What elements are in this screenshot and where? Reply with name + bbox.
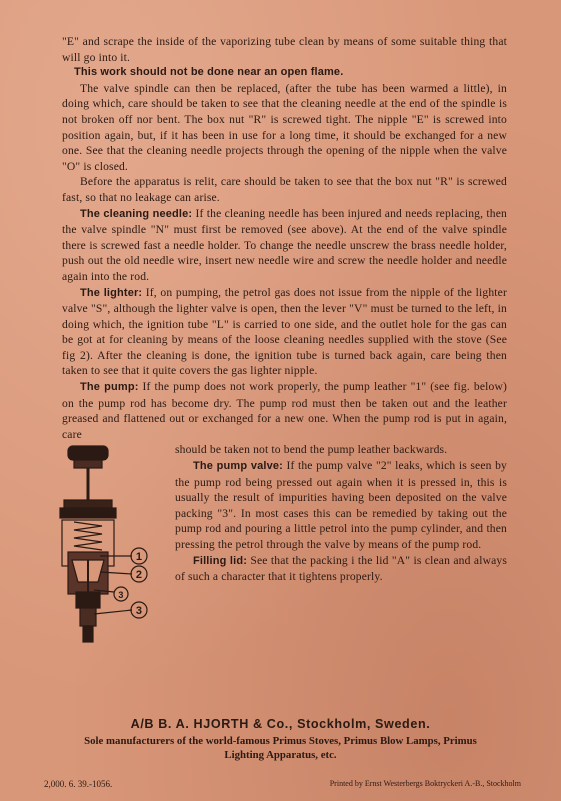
- section-filling-lid: [175, 553, 507, 585]
- pump-text: If the pump does not work properly, the pump leather "1" (see fig. below) on the pump rod has become dry. The pump rod must then be taken out and the leather greased and flattened out or exchanged for a new one. When the pump rod is put in again, care: [62, 380, 507, 441]
- lighter-heading: The lighter:: [80, 286, 143, 299]
- pump-diagram: [44, 442, 162, 650]
- pump-valve-heading: The pump valve:: [193, 460, 283, 473]
- body-text: [62, 34, 507, 650]
- paragraph-scrape-tube: "E" and scrape the inside of the vaporizing tube clean by means of some suitable thing that will go into it.: [62, 35, 507, 64]
- open-flame-warning: This work should not be done near an open flame.: [74, 66, 344, 79]
- figure-label-3-small: 3: [118, 590, 124, 601]
- manufacturer-line: [0, 735, 561, 762]
- filling-lid-text: See that the packing i the lid "A" is clean and always of such a character that it tightens properly.: [175, 553, 507, 584]
- manufacturer-line-2: Lighting Apparatus, etc.: [224, 748, 337, 761]
- filling-lid-heading: Filling lid:: [193, 554, 248, 567]
- footer: [0, 717, 561, 762]
- pump-section: [62, 442, 507, 650]
- section-pump-valve: [175, 458, 507, 553]
- manufacturer-line-1: Sole manufacturers of the world-famous Primus Stoves, Primus Blow Lamps, Primus: [84, 735, 477, 747]
- figure-label-3: 3: [135, 605, 143, 618]
- print-info: [44, 779, 521, 789]
- figure-label-1: 1: [135, 551, 143, 564]
- cleaning-needle-text: If the cleaning needle has been injured and needs replacing, then the valve spindle "N" must first be removed (see above). At the end of the valve spindle there is screwed fast a needle holder. To change the needle unscrew the brass needle holder, push out the old needle wire, insert new needle wire and screw the needle holder and needle again into the rod.: [62, 206, 507, 283]
- pump-text-column: [175, 442, 507, 584]
- print-code: 2,000. 6. 39.-1056.: [44, 779, 113, 789]
- section-cleaning-needle: [62, 206, 507, 285]
- cleaning-needle-heading: The cleaning needle:: [80, 207, 193, 220]
- section-lighter: [62, 285, 507, 380]
- pump-heading: The pump:: [80, 381, 139, 394]
- lighter-text: If, on pumping, the petrol gas does not issue from the nipple of the lighter valve "S", although the lighter valve is open, then the lever "V" must be turned to the left, in doing which, the ignition tube "L" is carried to one side, and the outlet hole for the gas can be got at for cleaning by means of the loose cleaning needles supplied with the stove (See fig 2). After the cleaning is done, the ignition tube is turned back again, care being then taken to see that it quite covers the gas lighter nipple.: [62, 285, 507, 378]
- figure-label-2: 2: [135, 569, 143, 582]
- printer-credit: Printed by Ernst Westerbergs Boktryckeri A.-B., Stockholm: [329, 779, 521, 788]
- section-pump: [62, 379, 507, 442]
- pump-text-continued: should be taken not to bend the pump leather backwards.: [175, 443, 448, 457]
- paragraph-valve-spindle: The valve spindle can then be replaced, (after the tube has been warmed a little), in doing which, care should be taken to see that the cleaning needle at the end of the spindle is not broken off nor bent. The box nut "R" is screwed tight. The nipple "E" is screwed into position again, but, if it has been in use for a long time, it should be exchanged for a new one. See that the cleaning needle projects through the opening of the nipple when the valve "O" is closed.: [62, 81, 507, 173]
- company-name: A/B B. A. HJORTH & Co., Stockholm, Sweden.: [130, 717, 431, 731]
- paragraph-relight: Before the apparatus is relit, care should be taken to see that the box nut "R" is screwed fast, so that no leakage can arise.: [62, 175, 507, 204]
- pump-valve-text: If the pump valve "2" leaks, which is seen by the pump rod being pressed out again when it is pressed in, this is usually the result of impurities having been deposited on the valve packing "3". In most cases this can be remedied by taking out the pump rod and pouring a little petrol into the pump cylinder, and then pressing the petrol through the valve by means of the pump rod.: [175, 459, 507, 551]
